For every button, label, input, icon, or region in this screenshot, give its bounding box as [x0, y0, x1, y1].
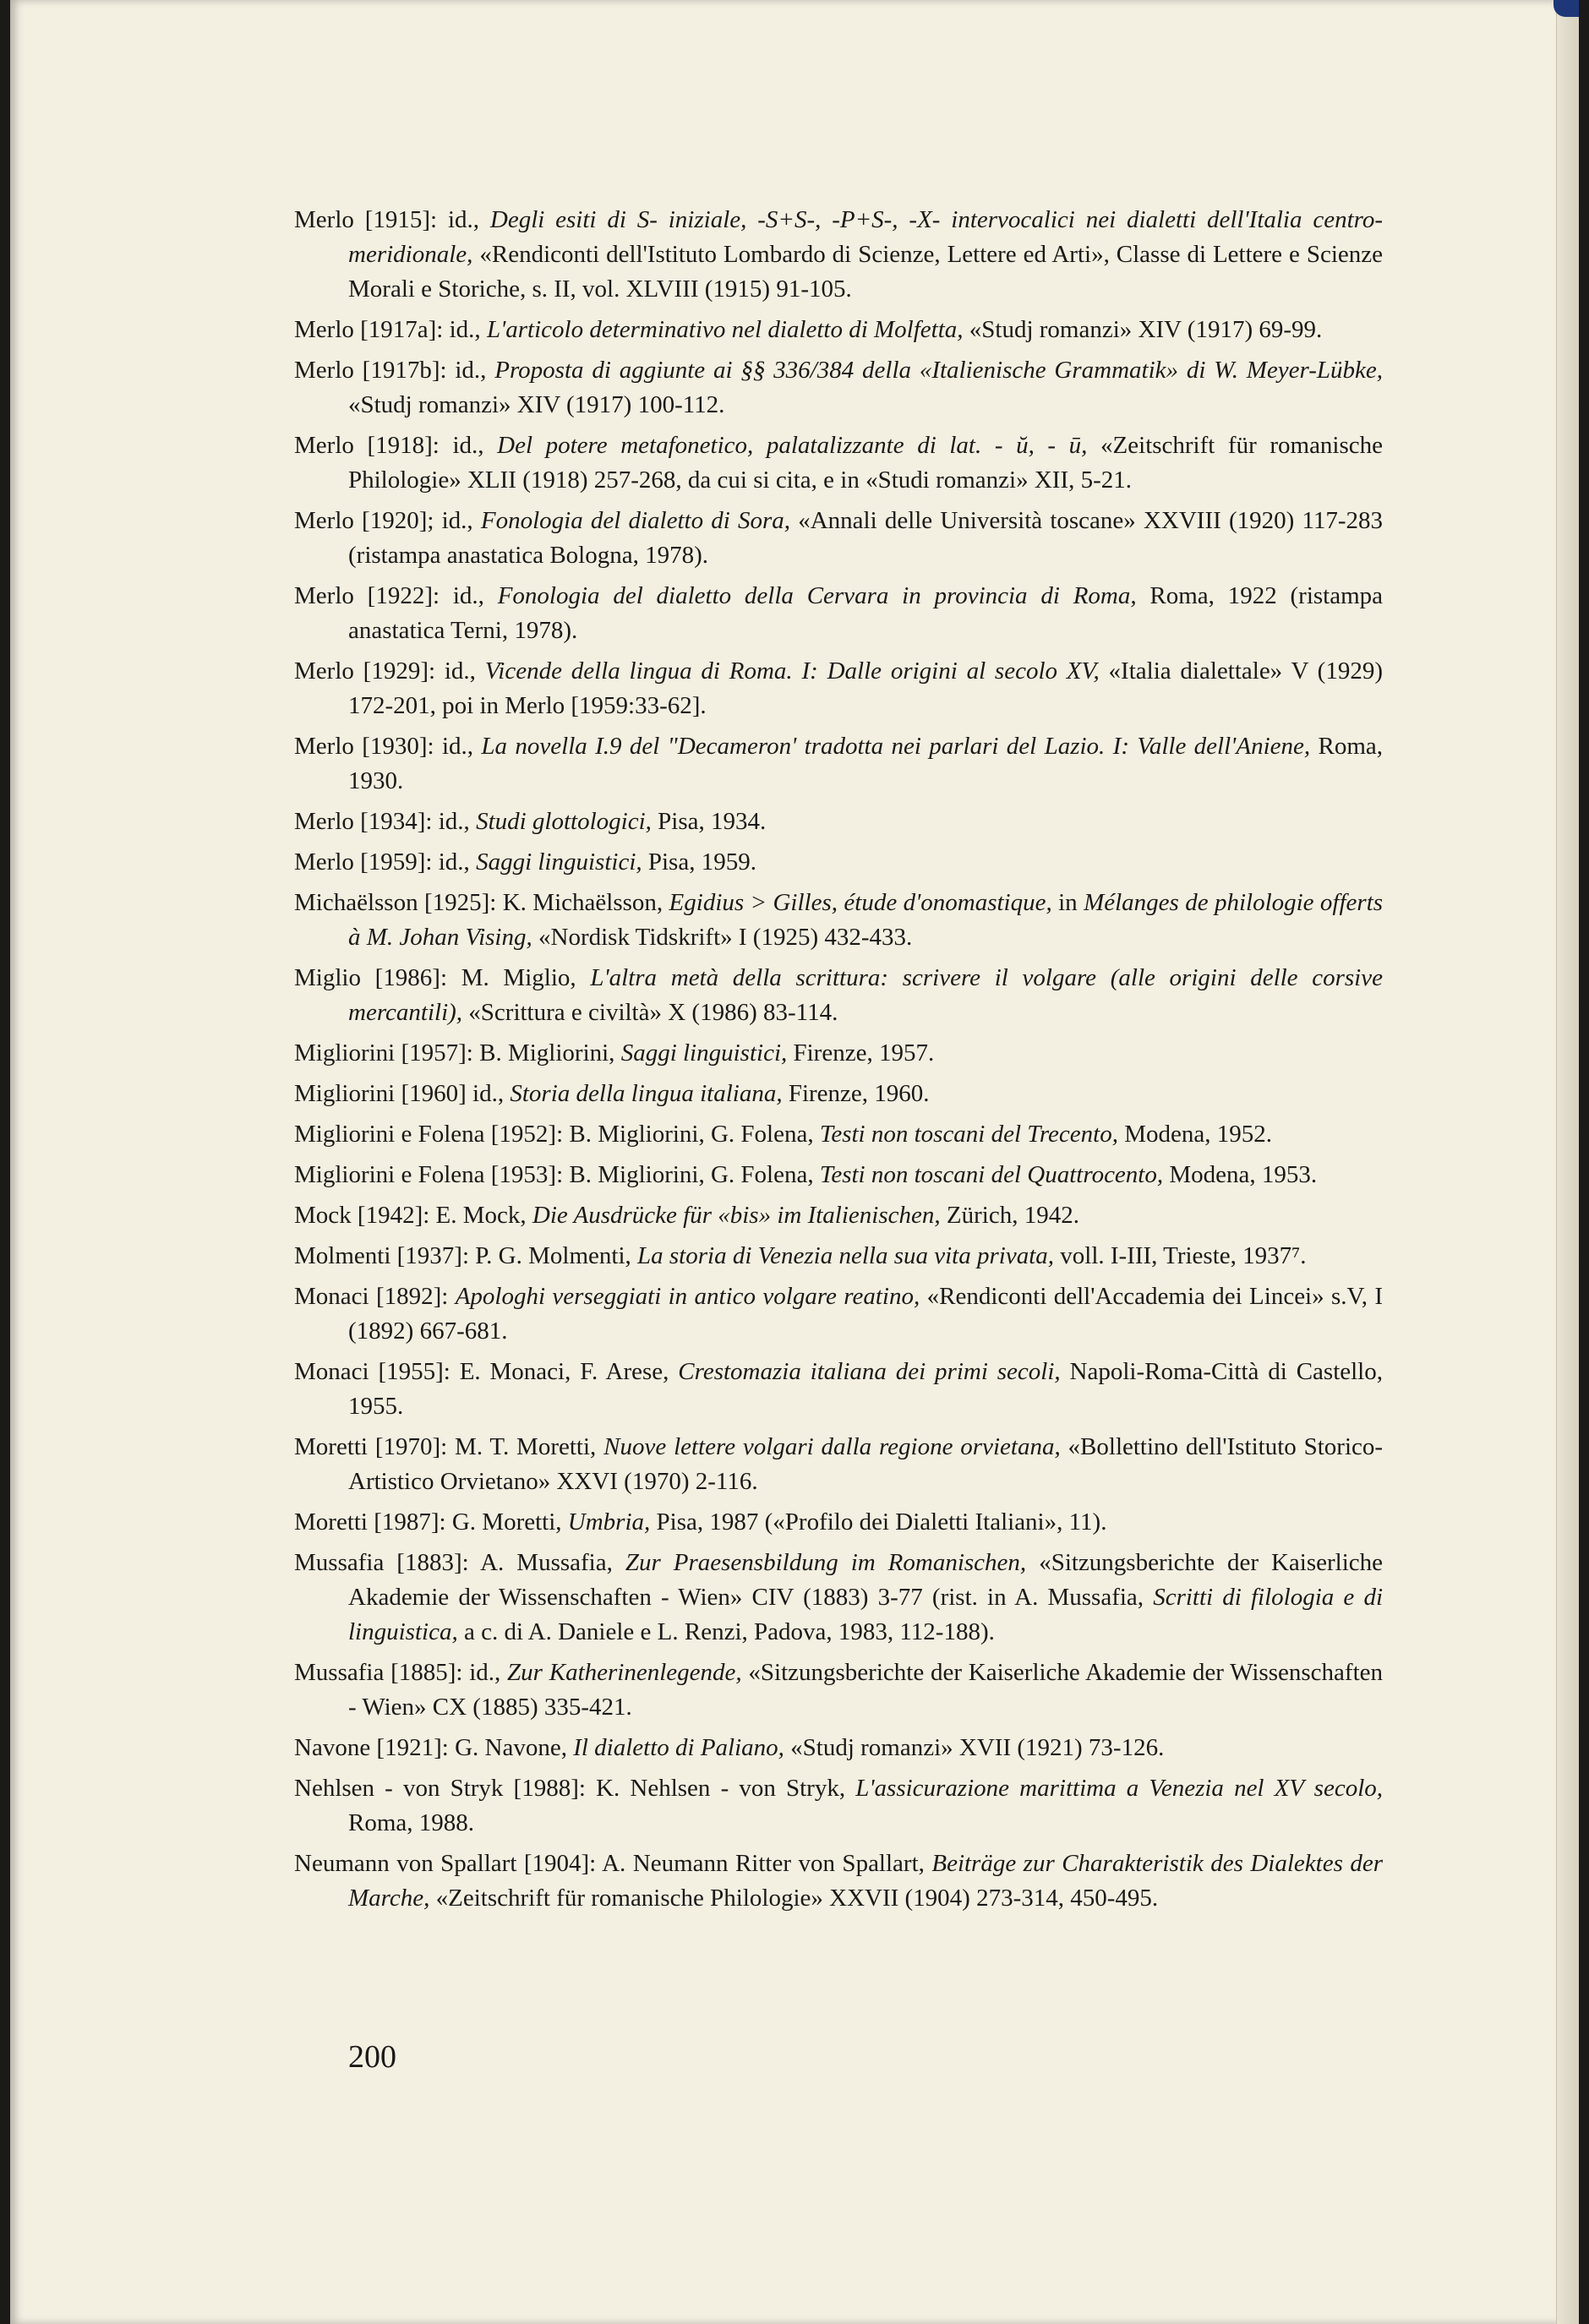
bibliography-entry [294, 654, 1383, 723]
entry-key: Neumann von Spallart [1904]: [294, 1850, 597, 1877]
entry-details: «Sitzungsberichte der Kaiserliche Akademie der Wissenschaften - Wien» CIV (1883) 3-77 (rist. in A. Mussafia, [348, 1549, 1384, 1611]
entry-author: id., [472, 1080, 505, 1107]
entry-key: Nehlsen - von Stryk [1988]: [294, 1775, 586, 1802]
entry-key: Navone [1921]: [294, 1734, 449, 1761]
entry-key: Mussafia [1885]: [294, 1659, 463, 1686]
bibliography-entry [294, 1036, 1383, 1071]
entry-author: id., [469, 1659, 501, 1686]
entry-title-secondary: Scritti di filologia e di linguistica, [348, 1584, 1383, 1645]
entry-details: Modena, 1953. [1169, 1161, 1318, 1188]
bibliography-entry [294, 1117, 1383, 1152]
entry-key: Merlo [1920]; [294, 507, 434, 534]
bibliography-entry [294, 428, 1383, 498]
entry-title: Apologhi verseggiati in antico volgare reatino, [455, 1283, 920, 1310]
entry-key: Migliorini [1957]: [294, 1039, 473, 1067]
bibliography-entry [294, 579, 1383, 648]
entry-title: La novella I.9 del "Decameron' tradotta nei parlari del Lazio. I: Valle dell'Aniene, [481, 733, 1311, 760]
entry-key: Merlo [1918]: [294, 432, 440, 459]
bibliography-entry [294, 313, 1383, 347]
entry-details: «Annali delle Università toscane» XXVIII (1920) 117-283 (ristampa anastatica Bologna, 1978). [348, 507, 1384, 569]
bibliography-entry [294, 1505, 1383, 1540]
entry-author: id., [438, 848, 470, 876]
entry-title: Umbria, [567, 1508, 651, 1536]
entry-title: L'assicurazione marittima a Venezia nel XV secolo, [855, 1775, 1383, 1802]
entry-details: voll. I-III, Trieste, 1937⁷. [1060, 1242, 1307, 1269]
entry-author: E. Monaci, F. Arese, [459, 1358, 669, 1385]
entry-author: B. Migliorini, G. Folena, [569, 1121, 814, 1148]
entry-author: A. Neumann Ritter von Spallart, [602, 1850, 925, 1877]
entry-author: id., [452, 432, 484, 459]
entry-author: id., [452, 582, 484, 609]
entry-details: «Zeitschrift für romanische Philologie» XLII (1918) 257-268, da cui si cita, e in «Studi romanzi» XII, 5-21. [348, 432, 1384, 494]
entry-title: L'articolo determinativo nel dialetto di Molfetta, [486, 316, 964, 343]
bibliography-entry [294, 1847, 1383, 1916]
entry-title: Il dialetto di Paliano, [573, 1734, 784, 1761]
bibliography-entry [294, 1731, 1383, 1765]
entry-title: Saggi linguistici, [620, 1039, 788, 1067]
entry-details: «Zeitschrift für romanische Philologie» XXVII (1904) 273-314, 450-495. [435, 1885, 1159, 1912]
entry-key: Molmenti [1937]: [294, 1242, 470, 1269]
entry-details-secondary: a c. di A. Daniele e L. Renzi, Padova, 1983, 112-188). [463, 1618, 995, 1645]
entry-details: «Bollettino dell'Istituto Storico-Artistico Orvietano» XXVI (1970) 2-116. [348, 1433, 1384, 1495]
entry-key: Merlo [1934]: [294, 808, 433, 835]
entry-title: Zur Katherinenlegende, [507, 1659, 742, 1686]
entry-author: id., [455, 357, 487, 384]
entry-key: Migliorini [1960] [294, 1080, 467, 1107]
entry-title: Del potere metafonetico, palatalizzante di lat. - ŭ, - ū, [497, 432, 1088, 459]
entry-details: Firenze, 1960. [788, 1080, 930, 1107]
entry-author: id., [441, 507, 473, 534]
entry-key: Mussafia [1883]: [294, 1549, 469, 1576]
entry-key: Merlo [1917b]: [294, 357, 447, 384]
entry-title: La storia di Venezia nella sua vita privata, [637, 1242, 1055, 1269]
entry-details: Napoli-Roma-Città di Castello, 1955. [348, 1358, 1383, 1420]
entry-title: L'altra metà della scrittura: scrivere il volgare (alle origini delle corsive mercantili), [348, 964, 1383, 1026]
entry-details: «Italia dialettale» V (1929) 172-201, poi in Merlo [1959:33-62]. [348, 657, 1383, 719]
entry-key: Miglio [1986]: [294, 964, 448, 991]
entry-author: id., [447, 206, 480, 233]
bibliography-entry [294, 1239, 1383, 1274]
bibliography-entry [294, 886, 1383, 955]
entry-title: Testi non toscani del Trecento, [819, 1121, 1118, 1148]
entry-author: A. Mussafia, [480, 1549, 613, 1576]
entry-key: Monaci [1955]: [294, 1358, 450, 1385]
entry-title: Storia della lingua italiana, [510, 1080, 783, 1107]
entry-author: P. G. Molmenti, [475, 1242, 631, 1269]
entry-key: Monaci [1892]: [294, 1283, 449, 1310]
entry-details: Pisa, 1959. [647, 848, 756, 876]
bibliography-entry [294, 729, 1383, 799]
entry-key: Mock [1942]: [294, 1202, 430, 1229]
entry-title: Proposta di aggiunte ai §§ 336/384 della «Italienische Grammatik» di W. Meyer-Lübke, [494, 357, 1384, 384]
entry-title: Egidius > Gilles, étude d'onomastique, [669, 889, 1052, 916]
entry-title: Fonologia del dialetto di Sora, [480, 507, 791, 534]
bibliography-entry [294, 1077, 1383, 1111]
bibliography-entry [294, 203, 1383, 307]
entry-key: Merlo [1917a]: [294, 316, 444, 343]
entry-title: Vicende della lingua di Roma. I: Dalle origini al secolo XV, [484, 657, 1100, 685]
entry-key: Migliorini e Folena [1953]: [294, 1161, 564, 1188]
entry-author: G. Moretti, [451, 1508, 562, 1536]
entry-key: Merlo [1959]: [294, 848, 433, 876]
entry-key: Michaëlsson [1925]: [294, 889, 497, 916]
entry-details: Roma, 1930. [348, 733, 1384, 794]
entry-key: Merlo [1930]: [294, 733, 434, 760]
bibliography-list [294, 203, 1383, 1922]
entry-title: Fonologia del dialetto della Cervara in provincia di Roma, [497, 582, 1137, 609]
bibliography-entry [294, 1198, 1383, 1233]
entry-author: K. Michaëlsson, [502, 889, 663, 916]
entry-author: M. Miglio, [461, 964, 576, 991]
bibliography-entry [294, 961, 1383, 1030]
bibliography-entry [294, 845, 1383, 880]
entry-author: id., [441, 733, 474, 760]
entry-author: B. Migliorini, [479, 1039, 615, 1067]
entry-details: Zürich, 1942. [946, 1202, 1079, 1229]
entry-details: Pisa, 1934. [658, 808, 767, 835]
entry-details: «Sitzungsberichte der Kaiserliche Akademie der Wissenschaften - Wien» CX (1885) 335-421. [348, 1659, 1383, 1721]
entry-key: Migliorini e Folena [1952]: [294, 1121, 564, 1148]
bibliography-entry [294, 1279, 1383, 1349]
entry-author: E. Mock, [435, 1202, 527, 1229]
bibliography-entry [294, 1355, 1383, 1424]
entry-title: Degli esiti di S- iniziale, -S+S-, -P+S-, -X- intervocalici nei dialetti dell'Italia centro-meridionale, [348, 206, 1384, 268]
entry-details: Pisa, 1987 («Profilo dei Dialetti Italiani», 11). [656, 1508, 1107, 1536]
entry-title-secondary: Mélanges de philologie offerts à M. Johan Vising, [348, 889, 1384, 951]
bibliography-entry [294, 805, 1383, 839]
entry-details-secondary: «Nordisk Tidskrift» I (1925) 432-433. [538, 924, 913, 951]
entry-key: Moretti [1970]: [294, 1433, 448, 1460]
entry-author: id., [438, 808, 470, 835]
entry-title: Zur Praesensbildung im Romanischen, [625, 1549, 1027, 1576]
page-edge [1556, 0, 1579, 2324]
bibliography-entry [294, 504, 1383, 573]
entry-details: Roma, 1988. [348, 1809, 475, 1836]
entry-author: M. T. Moretti, [455, 1433, 597, 1460]
bibliography-entry [294, 1656, 1383, 1725]
entry-details: «Rendiconti dell'Istituto Lombardo di Scienze, Lettere ed Arti», Classe di Lettere e Scienze Morali e Storiche, s. II, vol. XLVIII (1915) 91-105. [348, 241, 1384, 303]
bibliography-entry [294, 1771, 1383, 1841]
entry-author: K. Nehlsen - von Stryk, [596, 1775, 846, 1802]
entry-author: G. Navone, [455, 1734, 567, 1761]
bibliography-entry [294, 1430, 1383, 1499]
entry-title: Beiträge zur Charakteristik des Dialektes der Marche, [348, 1850, 1383, 1912]
entry-title: Testi non toscani del Quattrocento, [819, 1161, 1164, 1188]
entry-details: «Scrittura e civiltà» X (1986) 83-114. [468, 999, 838, 1026]
entry-details: Modena, 1952. [1124, 1121, 1272, 1148]
entry-details: Roma, 1922 (ristampa anastatica Terni, 1978). [348, 582, 1384, 644]
entry-key: Merlo [1922]: [294, 582, 440, 609]
bibliography-entry [294, 1158, 1383, 1192]
entry-details: «Studj romanzi» XVII (1921) 73-126. [790, 1734, 1165, 1761]
entry-key: Merlo [1915]: [294, 206, 438, 233]
entry-author: B. Migliorini, G. Folena, [569, 1161, 814, 1188]
entry-author: id., [449, 316, 481, 343]
entry-title: Die Ausdrücke für «bis» im Italienischen, [532, 1202, 941, 1229]
entry-title: Crestomazia italiana dei primi secoli, [678, 1358, 1061, 1385]
entry-details: «Rendiconti dell'Accademia dei Lincei» s.V, I (1892) 667-681. [348, 1283, 1384, 1345]
corner-tab [1554, 0, 1579, 17]
entry-key: Moretti [1987]: [294, 1508, 446, 1536]
entry-details: «Studj romanzi» XIV (1917) 69-99. [969, 316, 1323, 343]
book-page [10, 0, 1579, 2324]
entry-details: Firenze, 1957. [793, 1039, 935, 1067]
entry-details: in [1058, 889, 1078, 916]
entry-key: Merlo [1929]: [294, 657, 436, 685]
page-number: 200 [348, 2039, 396, 2075]
bibliography-entry [294, 353, 1383, 423]
entry-details: «Studj romanzi» XIV (1917) 100-112. [348, 391, 725, 418]
bibliography-entry [294, 1546, 1383, 1650]
entry-title: Saggi linguistici, [476, 848, 642, 876]
entry-title: Studi glottologici, [476, 808, 652, 835]
entry-author: id., [444, 657, 476, 685]
entry-title: Nuove lettere volgari dalla regione orvietana, [603, 1433, 1061, 1460]
